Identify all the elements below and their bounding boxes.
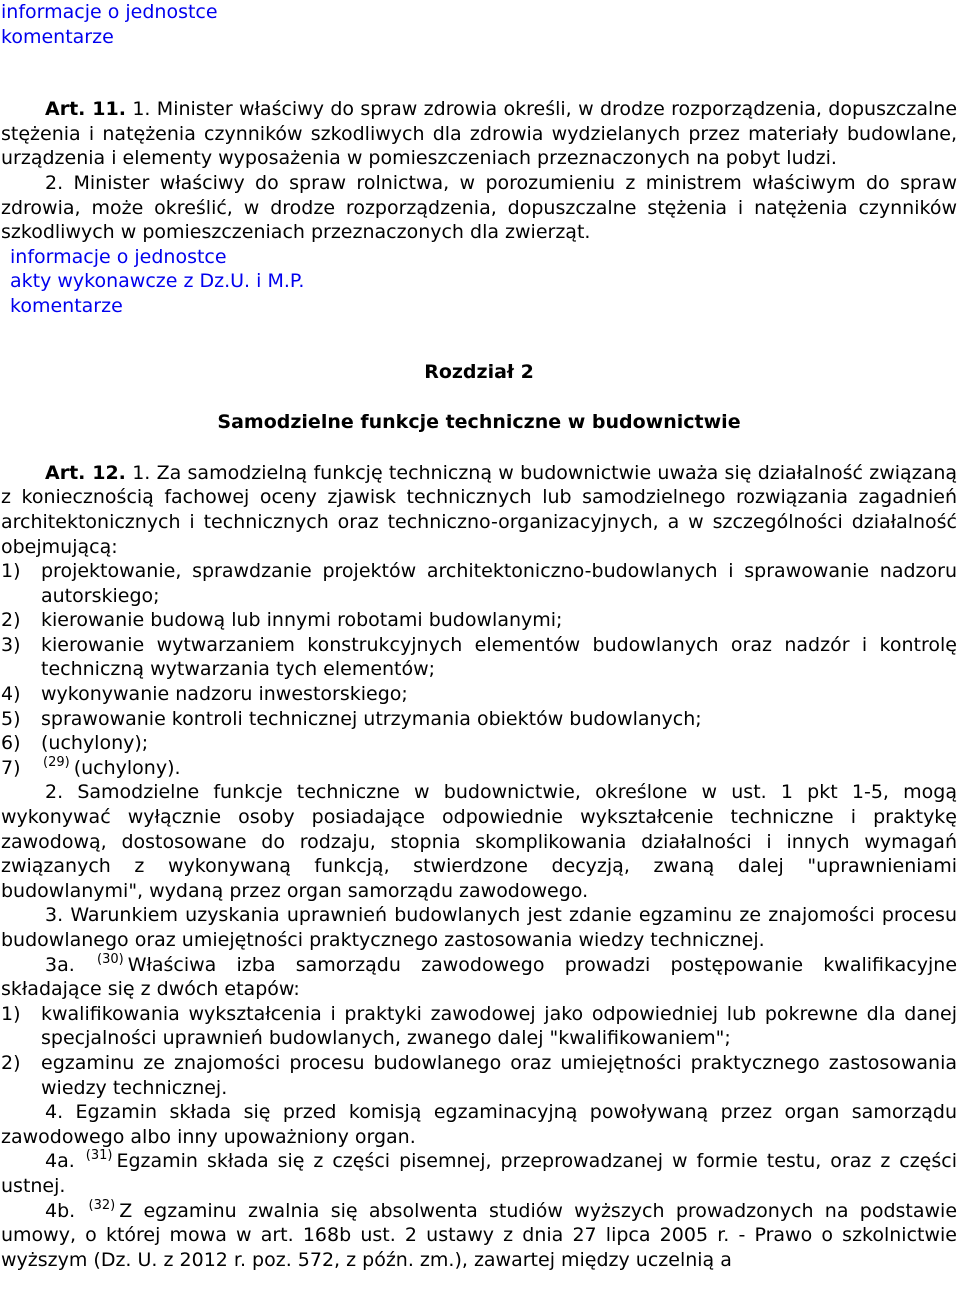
list-item-number: 6): [1, 732, 21, 755]
list-item: [1, 1051, 957, 1100]
footnote-marker: (31): [85, 1148, 113, 1164]
art-11-links: [1, 245, 957, 319]
art-12-list-2: [1, 1002, 957, 1100]
art-11-comments-link[interactable]: komentarze: [10, 294, 123, 317]
list-item-number: 3): [1, 633, 21, 656]
list-item: [1, 682, 957, 707]
list-item-text: sprawowanie kontroli technicznej utrzymania obiektów budowlanych;: [41, 707, 702, 730]
list-item-text: kwalifikowania wykształcenia i praktyki zawodowej jako odpowiedniej lub pokrewne dla danej specjalności uprawnień budowlanych, zwanego dalej "kwalifikowaniem";: [41, 1002, 957, 1050]
list-item-text: (uchylony);: [41, 732, 149, 755]
chapter-number: Rozdział 2: [424, 360, 534, 383]
art-12-list-item-7: 7) $^{(29)}$ (uchylony).: [1, 754, 181, 779]
list-item: [1, 608, 957, 633]
art-12-paragraph-4a: 4a. $^{(31)}$ Egzamin składa się z części pisemnej, przeprowadzanej w formie testu, oraz z części ustnej.: [1, 1148, 957, 1197]
art-12-paragraph-1: Art. 12. 1. Za samodzielną funkcję techniczną w budownictwie uważa się działalność związaną z koniecznością fachowej oceny zjawisk technicznych lub samodzielnego rozwiązania zagadnień architektonicznych i technicznych oraz techniczno-organizacyjnych, a w szczególności działalność obejmującą:: [1, 461, 957, 558]
chapter-title: Samodzielne funkcje techniczne w budownictwie: [217, 411, 741, 434]
list-item-number: 2): [1, 1051, 21, 1074]
art-12-paragraph-4: 4. Egzamin składa się przed komisją egzaminacyjną powoływaną przez organ samorządu zawodowego albo inny upoważniony organ.: [1, 1101, 957, 1148]
art-12-list-1: [1, 559, 957, 756]
list-item-text: projektowanie, sprawdzanie projektów architektoniczno-budowlanych i sprawowanie nadzoru autorskiego;: [41, 560, 957, 607]
art-11-paragraph-2: 2. Minister właściwy do spraw rolnictwa, w porozumieniu z ministrem właściwym do spraw zdrowia, może określić, w drodze rozporządzenia, dopuszczalne stężenia i natężenia czynników szkodliwych w pomieszczeniach przeznaczonych dla zwierząt.: [1, 171, 957, 244]
art-12-paragraph-2: 2. Samodzielne funkcje techniczne w budownictwie, określone w ust. 1 pkt 1-5, mogą wykonywać wyłącznie osoby posiadające odpowiednie wykształcenie techniczne i praktykę zawodową, dostosowane do rodzaju, stopnia skomplikowania działalności i innych wymagań związanych z wykonywaną funkcją, stwierdzone decyzją, zwaną dalej "uprawnieniami budowlanymi", wydaną przez organ samorządu zawodowego.: [1, 781, 957, 902]
art-12-paragraph-4b: 4b. $^{(32)}$ Z egzaminu zwalnia się absolwenta studiów wyższych prowadzonych na podstawie umowy, o której mowa w art. 168b ust. 2 ustawy z dnia 27 lipca 2005 r. - Prawo o szkolnictwie wyższym (Dz. U. z 2012 r. poz. 572, z późn. zm.), zawartej między uczelnią a: [1, 1197, 958, 1271]
list-item: [1, 1002, 957, 1051]
art-11-paragraph-1: Art. 11. 1. Minister właściwy do spraw zdrowia określi, w drodze rozporządzenia, dopuszczalne stężenia i natężenia czynników szkodliwych dla zdrowia wydzielanych przez materiały budowlane, urządzenia i elementy wyposażenia w pomieszczeniach przeznaczonych na pobyt ludzi.: [1, 98, 958, 170]
art-12-paragraph-3: 3. Warunkiem uzyskania uprawnień budowlanych jest zdanie egzaminu ze znajomości procesu budowlanego oraz umiejętności praktycznego zastosowania wiedzy technicznej.: [1, 904, 957, 951]
list-item-number: 2): [1, 609, 21, 632]
art-12-paragraph-3a: 3a. $^{(30)}$ Właściwa izba samorządu zawodowego prowadzi postępowanie kwalifikacyjne składające się z dwóch etapów:: [1, 951, 958, 1001]
list-item: [1, 731, 957, 756]
list-item-text: kierowanie wytwarzaniem konstrukcyjnych elementów budowlanych oraz nadzór i kontrolę techniczną wytwarzania tych elementów;: [41, 633, 957, 681]
footnote-marker: (30): [97, 951, 124, 967]
art-12-label: Art. 12.: [45, 461, 126, 484]
list-item-text: egzaminu ze znajomości procesu budowlanego oraz umiejętności praktycznego zastosowania wiedzy technicznej.: [41, 1051, 957, 1099]
art-11-label: Art. 11.: [45, 98, 126, 121]
list-item: [1, 559, 957, 608]
comments-link[interactable]: komentarze: [1, 25, 114, 48]
list-item-number: 1): [1, 560, 21, 583]
art-11-acts-link[interactable]: akty wykonawcze z Dz.U. i M.P.: [10, 270, 305, 293]
art-11-unit-info-link[interactable]: informacje o jednostce: [10, 245, 227, 268]
list-item: [1, 633, 957, 682]
unit-info-link[interactable]: informacje o jednostce: [1, 1, 218, 23]
list-item-number: 4): [1, 683, 21, 706]
top-links: [1, 0, 957, 49]
list-item-number: 5): [1, 707, 21, 730]
footnote-marker: (32): [88, 1197, 116, 1213]
footnote-marker: (29): [43, 754, 70, 770]
list-item: [1, 707, 957, 732]
list-item-number: 1): [1, 1002, 21, 1025]
list-item-text: kierowanie budową lub innymi robotami budowlanymi;: [41, 609, 563, 632]
list-item-text: wykonywanie nadzoru inwestorskiego;: [41, 683, 408, 706]
